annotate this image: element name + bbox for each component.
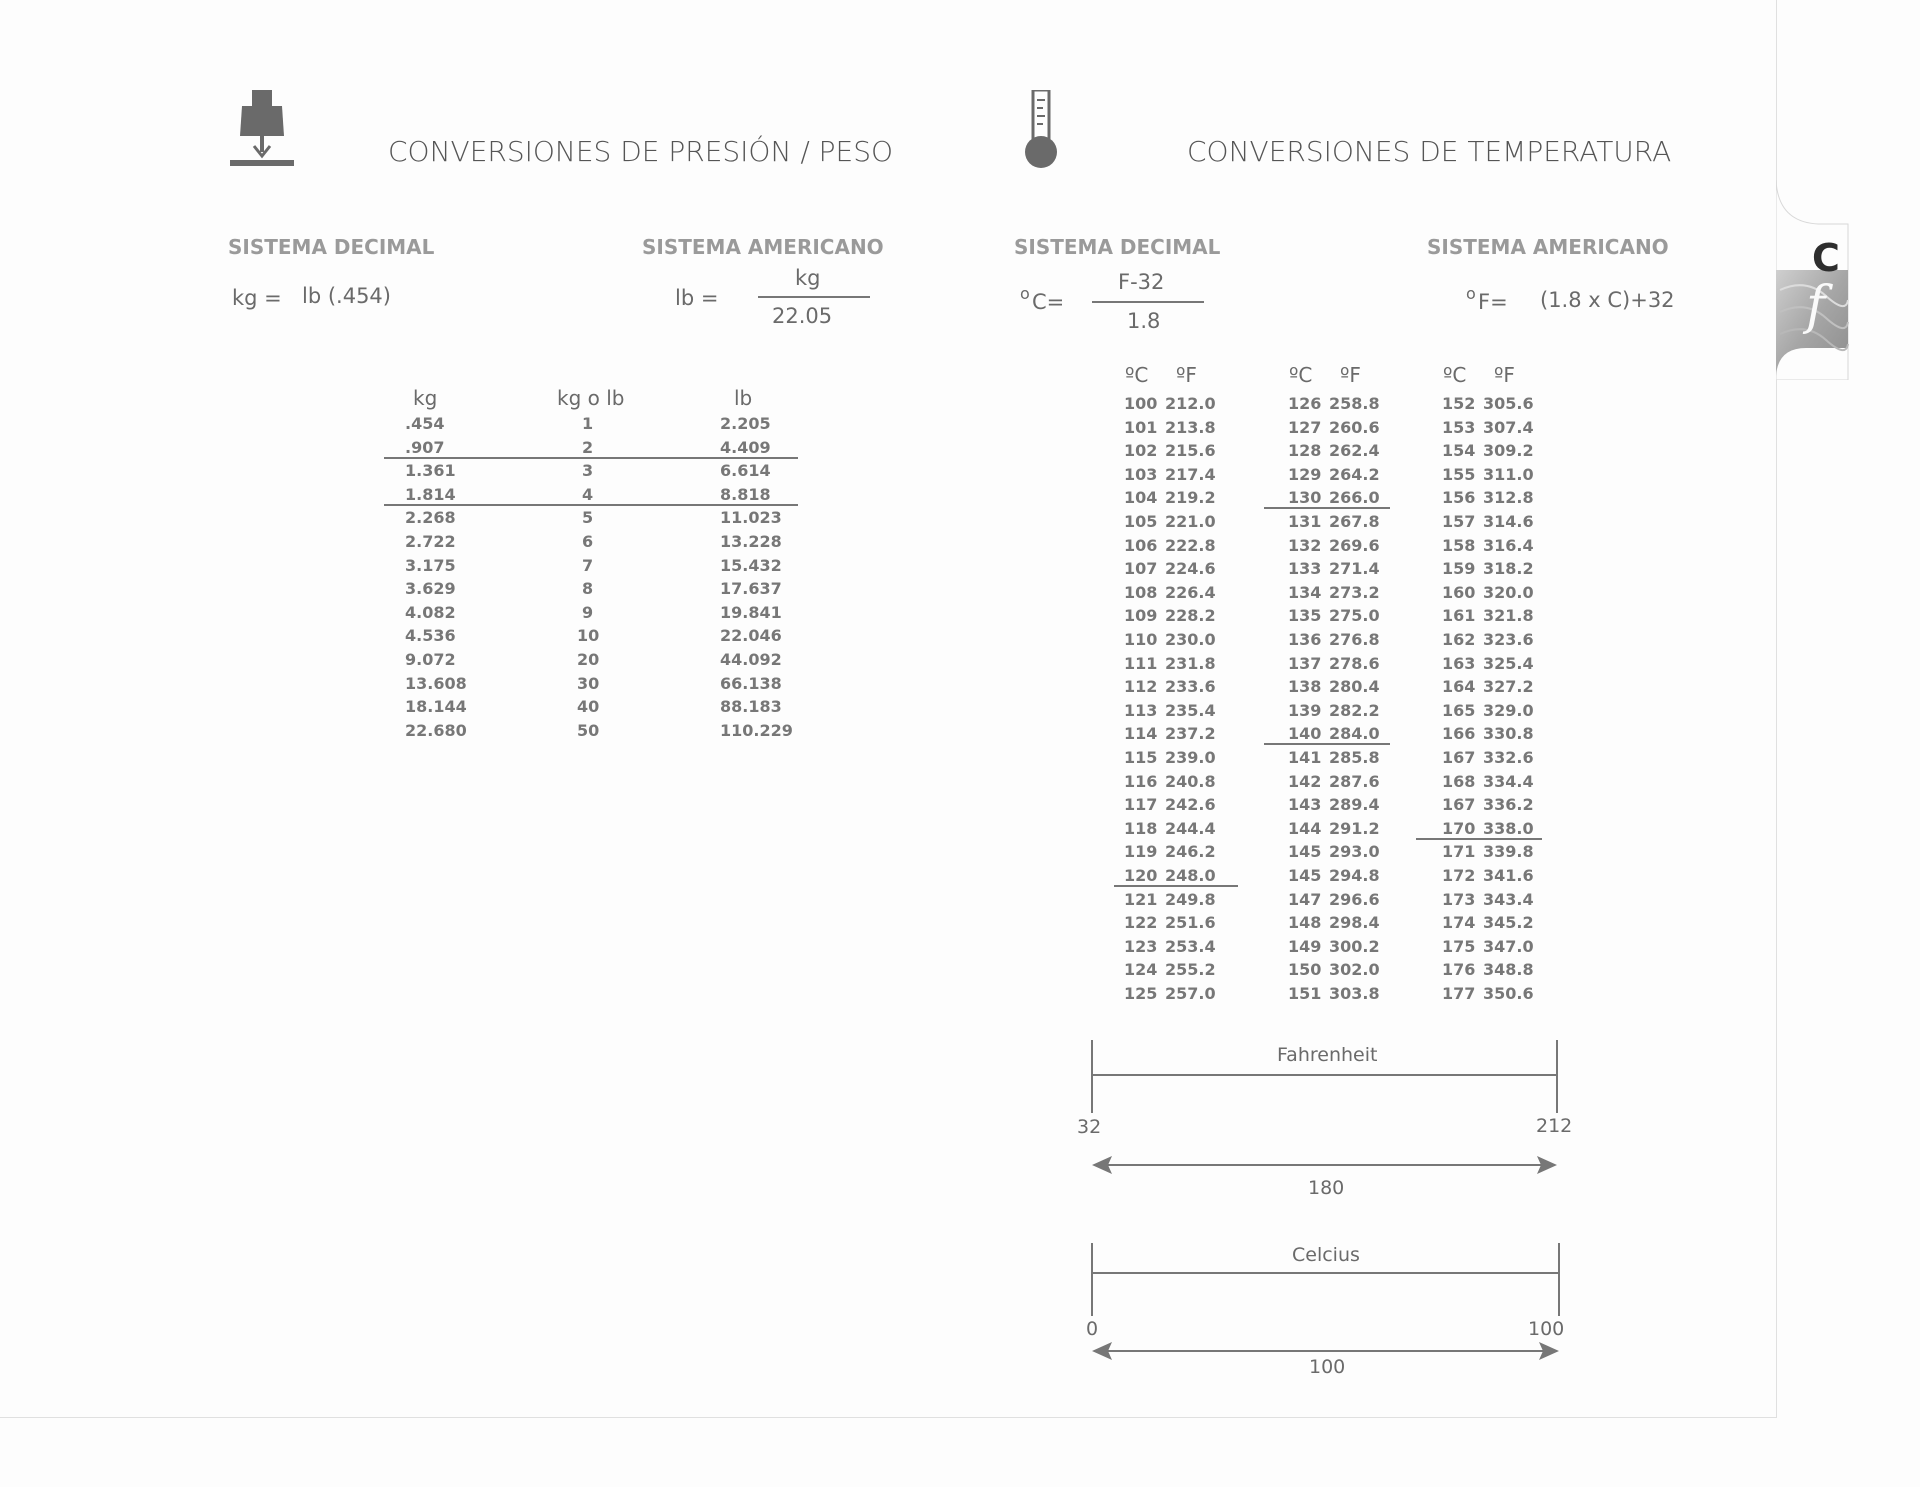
temp-fahrenheit-value: 329.0 bbox=[1483, 700, 1534, 720]
temp-celsius-value: 162 bbox=[1442, 630, 1476, 649]
temp-fahrenheit-value: 244.4 bbox=[1165, 818, 1216, 838]
temp-fahrenheit-value: 289.4 bbox=[1329, 795, 1380, 815]
pressure-decimal-label: SISTEMA DECIMAL bbox=[228, 235, 435, 259]
fahrenheit-scale-max: 212 bbox=[1536, 1115, 1573, 1137]
temp-celsius-value: 148 bbox=[1288, 913, 1322, 933]
temp-fahrenheit-value: 235.4 bbox=[1165, 700, 1216, 720]
temp-fahrenheit-value: 269.6 bbox=[1329, 535, 1380, 555]
weight-table-lb: 11.023 bbox=[720, 508, 782, 528]
temp-celsius-value: 122 bbox=[1124, 913, 1158, 933]
temp-fahrenheit-value: 303.8 bbox=[1329, 984, 1380, 1003]
fahrenheit-formula-lhs: F= bbox=[1478, 290, 1508, 314]
fahrenheit-formula-rhs: (1.8 x C)+32 bbox=[1540, 288, 1675, 312]
weight-table-kg: 1.814 bbox=[405, 484, 456, 504]
fahrenheit-formula-sup: o bbox=[1466, 284, 1476, 303]
temp-celsius-value: 172 bbox=[1442, 866, 1476, 885]
temp-fahrenheit-value: 339.8 bbox=[1483, 842, 1534, 862]
temp-fahrenheit-value: 348.8 bbox=[1483, 960, 1534, 980]
temp-fahrenheit-value: 332.6 bbox=[1483, 748, 1534, 767]
temp-celsius-value: 106 bbox=[1124, 535, 1158, 555]
temp-fahrenheit-value: 314.6 bbox=[1483, 512, 1534, 531]
temperature-decimal-label: SISTEMA DECIMAL bbox=[1014, 235, 1221, 259]
weight-table-unit: 6 bbox=[582, 532, 594, 551]
temp-celsius-value: 164 bbox=[1442, 677, 1476, 697]
temp-fahrenheit-value: 341.6 bbox=[1483, 866, 1534, 885]
weight-table-unit: 1 bbox=[582, 414, 594, 433]
tab-glyph: f bbox=[1806, 276, 1826, 336]
temp-fahrenheit-value: 334.4 bbox=[1483, 771, 1534, 791]
weight-table-lb: 2.205 bbox=[720, 414, 771, 433]
temp-fahrenheit-value: 240.8 bbox=[1165, 771, 1216, 791]
temp-fahrenheit-value: 294.8 bbox=[1329, 866, 1380, 885]
temp-fahrenheit-value: 230.0 bbox=[1165, 630, 1216, 649]
celsius-formula-fraction-bar bbox=[1092, 301, 1204, 303]
temp-fahrenheit-value: 318.2 bbox=[1483, 559, 1534, 579]
fahrenheit-scale-min: 32 bbox=[1077, 1116, 1102, 1138]
weight-table-kg: 9.072 bbox=[405, 650, 456, 669]
temp-celsius-value: 143 bbox=[1288, 795, 1322, 815]
weight-table-lb: 13.228 bbox=[720, 532, 782, 551]
temp-celsius-value: 141 bbox=[1288, 748, 1322, 767]
celsius-formula-num: F-32 bbox=[1118, 270, 1165, 294]
weight-table-lb: 19.841 bbox=[720, 602, 782, 622]
temp-fahrenheit-value: 249.8 bbox=[1165, 889, 1216, 909]
temp-celsius-value: 117 bbox=[1124, 795, 1158, 815]
temp-celsius-value: 128 bbox=[1288, 441, 1322, 461]
temp-fahrenheit-value: 217.4 bbox=[1165, 464, 1216, 484]
temp-celsius-value: 123 bbox=[1124, 936, 1158, 956]
temp-fahrenheit-value: 323.6 bbox=[1483, 630, 1534, 649]
temp-celsius-value: 108 bbox=[1124, 582, 1158, 602]
temp-celsius-value: 105 bbox=[1124, 512, 1158, 531]
temp-fahrenheit-value: 350.6 bbox=[1483, 984, 1534, 1003]
pressure-title: CONVERSIONES DE PRESIÓN / PESO bbox=[388, 135, 894, 168]
temp-fahrenheit-value: 320.0 bbox=[1483, 582, 1534, 602]
temp-celsius-value: 145 bbox=[1288, 866, 1322, 885]
temp-header-fahrenheit: ºF bbox=[1494, 363, 1515, 387]
temp-celsius-value: 175 bbox=[1442, 936, 1476, 956]
kg-formula-rhs: lb (.454) bbox=[302, 284, 391, 308]
temp-celsius-value: 147 bbox=[1288, 889, 1322, 909]
temp-celsius-value: 126 bbox=[1288, 394, 1322, 413]
temp-fahrenheit-value: 267.8 bbox=[1329, 512, 1380, 531]
weight-table-lb: 6.614 bbox=[720, 461, 771, 481]
kg-formula-lhs: kg = bbox=[232, 286, 282, 310]
temp-celsius-value: 157 bbox=[1442, 512, 1476, 531]
weight-table bbox=[380, 386, 800, 746]
temp-fahrenheit-value: 285.8 bbox=[1329, 748, 1380, 767]
weight-table-unit: 50 bbox=[577, 720, 600, 740]
temp-fahrenheit-value: 266.0 bbox=[1329, 488, 1380, 508]
weight-table-unit: 10 bbox=[577, 626, 600, 646]
lb-formula-lhs: lb = bbox=[675, 286, 719, 310]
temp-fahrenheit-value: 221.0 bbox=[1165, 512, 1216, 531]
temp-celsius-value: 173 bbox=[1442, 889, 1476, 909]
temp-celsius-value: 167 bbox=[1442, 748, 1476, 767]
temp-fahrenheit-value: 239.0 bbox=[1165, 748, 1216, 767]
temp-celsius-value: 160 bbox=[1442, 582, 1476, 602]
temp-celsius-value: 174 bbox=[1442, 913, 1476, 933]
temp-fahrenheit-value: 321.8 bbox=[1483, 606, 1534, 626]
temp-celsius-value: 137 bbox=[1288, 653, 1322, 673]
temp-celsius-value: 101 bbox=[1124, 417, 1158, 437]
temp-table-rule bbox=[1264, 507, 1390, 509]
temp-celsius-value: 138 bbox=[1288, 677, 1322, 697]
temp-fahrenheit-value: 330.8 bbox=[1483, 724, 1534, 744]
weight-table-unit: 9 bbox=[582, 602, 594, 622]
weight-table-lb: 15.432 bbox=[720, 555, 782, 575]
temp-celsius-value: 129 bbox=[1288, 464, 1322, 484]
weight-table-header: lb bbox=[734, 386, 753, 410]
temp-celsius-value: 109 bbox=[1124, 606, 1158, 626]
weight-table-lb: 44.092 bbox=[720, 650, 782, 669]
temp-celsius-value: 142 bbox=[1288, 771, 1322, 791]
temp-celsius-value: 154 bbox=[1442, 441, 1476, 461]
temp-fahrenheit-value: 242.6 bbox=[1165, 795, 1216, 815]
lb-formula-fraction-bar bbox=[758, 296, 870, 298]
temperature-title: CONVERSIONES DE TEMPERATURA bbox=[1187, 135, 1672, 168]
temp-table-rule bbox=[1114, 885, 1238, 887]
weight-table-unit: 20 bbox=[577, 650, 600, 669]
temp-celsius-value: 155 bbox=[1442, 464, 1476, 484]
temperature-table bbox=[1100, 360, 1580, 1003]
temp-celsius-value: 118 bbox=[1124, 818, 1158, 838]
temp-celsius-value: 140 bbox=[1288, 724, 1322, 744]
temp-celsius-value: 116 bbox=[1124, 771, 1158, 791]
weight-table-lb: 110.229 bbox=[720, 720, 793, 740]
temp-fahrenheit-value: 273.2 bbox=[1329, 582, 1380, 602]
temp-fahrenheit-value: 262.4 bbox=[1329, 441, 1380, 461]
temp-celsius-value: 111 bbox=[1124, 653, 1158, 673]
temp-celsius-value: 127 bbox=[1288, 417, 1322, 437]
temp-fahrenheit-value: 287.6 bbox=[1329, 771, 1380, 791]
weight-table-kg: 18.144 bbox=[405, 697, 467, 717]
temp-fahrenheit-value: 347.0 bbox=[1483, 936, 1534, 956]
temp-celsius-value: 133 bbox=[1288, 559, 1322, 579]
weight-table-kg: 4.536 bbox=[405, 626, 456, 646]
temp-fahrenheit-value: 298.4 bbox=[1329, 913, 1380, 933]
temp-table-rule bbox=[1264, 743, 1390, 745]
fahrenheit-scale bbox=[1070, 1035, 1590, 1199]
temp-fahrenheit-value: 251.6 bbox=[1165, 913, 1216, 933]
temp-header-fahrenheit: ºF bbox=[1176, 363, 1197, 387]
temp-celsius-value: 135 bbox=[1288, 606, 1322, 626]
temp-fahrenheit-value: 222.8 bbox=[1165, 535, 1216, 555]
temp-fahrenheit-value: 336.2 bbox=[1483, 795, 1534, 815]
temp-celsius-value: 170 bbox=[1442, 818, 1476, 838]
temp-celsius-value: 156 bbox=[1442, 488, 1476, 508]
temp-celsius-value: 124 bbox=[1124, 960, 1158, 980]
celsius-scale bbox=[1070, 1238, 1590, 1388]
temp-celsius-value: 102 bbox=[1124, 441, 1158, 461]
temp-celsius-value: 103 bbox=[1124, 464, 1158, 484]
temp-celsius-value: 100 bbox=[1124, 394, 1158, 413]
temp-celsius-value: 171 bbox=[1442, 842, 1476, 862]
temp-fahrenheit-value: 300.2 bbox=[1329, 936, 1380, 956]
temp-fahrenheit-value: 309.2 bbox=[1483, 441, 1534, 461]
temp-fahrenheit-value: 293.0 bbox=[1329, 842, 1380, 862]
temp-header-fahrenheit: ºF bbox=[1340, 363, 1361, 387]
celsius-scale-span: 100 bbox=[1309, 1356, 1346, 1378]
temp-celsius-value: 115 bbox=[1124, 748, 1158, 767]
weight-table-unit: 5 bbox=[582, 508, 594, 528]
weight-table-kg: 22.680 bbox=[405, 720, 467, 740]
weight-table-header: kg bbox=[413, 386, 438, 410]
weight-table-lb: 88.183 bbox=[720, 697, 782, 717]
weight-table-kg: .907 bbox=[405, 437, 445, 457]
temp-celsius-value: 136 bbox=[1288, 630, 1322, 649]
temp-celsius-value: 151 bbox=[1288, 984, 1322, 1003]
temp-celsius-value: 167 bbox=[1442, 795, 1476, 815]
temp-celsius-value: 121 bbox=[1124, 889, 1158, 909]
temp-celsius-value: 139 bbox=[1288, 700, 1322, 720]
temp-celsius-value: 110 bbox=[1124, 630, 1158, 649]
temp-fahrenheit-value: 325.4 bbox=[1483, 653, 1534, 673]
celsius-scale-max: 100 bbox=[1528, 1318, 1565, 1340]
celsius-scale-min: 0 bbox=[1086, 1318, 1099, 1340]
temp-fahrenheit-value: 311.0 bbox=[1483, 464, 1534, 484]
temp-fahrenheit-value: 312.8 bbox=[1483, 488, 1534, 508]
temp-fahrenheit-value: 213.8 bbox=[1165, 417, 1216, 437]
weight-table-kg: 1.361 bbox=[405, 461, 456, 481]
weight-table-kg: 4.082 bbox=[405, 602, 456, 622]
fahrenheit-scale-span: 180 bbox=[1308, 1177, 1345, 1199]
temp-header-celsius: ºC bbox=[1289, 363, 1313, 387]
weight-table-rule bbox=[384, 504, 798, 506]
temp-celsius-value: 161 bbox=[1442, 606, 1476, 626]
celsius-formula-lhs: C= bbox=[1032, 290, 1065, 314]
weight-table-rule bbox=[384, 457, 798, 459]
temp-fahrenheit-value: 327.2 bbox=[1483, 677, 1534, 697]
page-edge-bottom bbox=[0, 1417, 1776, 1418]
weight-table-kg: 2.722 bbox=[405, 532, 456, 551]
temp-fahrenheit-value: 276.8 bbox=[1329, 630, 1380, 649]
fahrenheit-scale-label: Fahrenheit bbox=[1277, 1044, 1378, 1066]
temp-celsius-value: 168 bbox=[1442, 771, 1476, 791]
temp-celsius-value: 163 bbox=[1442, 653, 1476, 673]
temp-celsius-value: 149 bbox=[1288, 936, 1322, 956]
temp-celsius-value: 112 bbox=[1124, 677, 1158, 697]
tab-letter: C bbox=[1812, 236, 1840, 280]
temp-fahrenheit-value: 237.2 bbox=[1165, 724, 1216, 744]
section-tab-shape bbox=[1776, 0, 1920, 380]
weight-table-lb: 8.818 bbox=[720, 484, 771, 504]
weight-table-unit: 7 bbox=[582, 555, 594, 575]
temp-celsius-value: 114 bbox=[1124, 724, 1158, 744]
temp-fahrenheit-value: 224.6 bbox=[1165, 559, 1216, 579]
temp-celsius-value: 159 bbox=[1442, 559, 1476, 579]
temp-celsius-value: 125 bbox=[1124, 984, 1158, 1003]
temp-celsius-value: 113 bbox=[1124, 700, 1158, 720]
temp-fahrenheit-value: 296.6 bbox=[1329, 889, 1380, 909]
weight-table-unit: 40 bbox=[577, 697, 600, 717]
weight-table-unit: 4 bbox=[582, 484, 594, 504]
temp-fahrenheit-value: 275.0 bbox=[1329, 606, 1380, 626]
temp-fahrenheit-value: 307.4 bbox=[1483, 417, 1534, 437]
section-tab[interactable] bbox=[1776, 0, 1920, 380]
temp-celsius-value: 132 bbox=[1288, 535, 1322, 555]
temp-celsius-value: 131 bbox=[1288, 512, 1322, 531]
temp-fahrenheit-value: 260.6 bbox=[1329, 417, 1380, 437]
temp-fahrenheit-value: 226.4 bbox=[1165, 582, 1216, 602]
weight-table-unit: 3 bbox=[582, 461, 594, 481]
temp-fahrenheit-value: 215.6 bbox=[1165, 441, 1216, 461]
temp-celsius-value: 150 bbox=[1288, 960, 1322, 980]
temp-fahrenheit-value: 255.2 bbox=[1165, 960, 1216, 980]
temp-fahrenheit-value: 246.2 bbox=[1165, 842, 1216, 862]
weight-table-unit: 30 bbox=[577, 673, 600, 693]
temp-fahrenheit-value: 343.4 bbox=[1483, 889, 1534, 909]
temp-celsius-value: 145 bbox=[1288, 842, 1322, 862]
lb-formula-num: kg bbox=[795, 266, 821, 290]
temperature-american-label: SISTEMA AMERICANO bbox=[1427, 235, 1669, 259]
temp-celsius-value: 144 bbox=[1288, 818, 1322, 838]
temp-fahrenheit-value: 212.0 bbox=[1165, 394, 1216, 413]
temp-celsius-value: 119 bbox=[1124, 842, 1158, 862]
weight-table-unit: 8 bbox=[582, 579, 594, 599]
lb-formula-den: 22.05 bbox=[772, 304, 833, 328]
temp-fahrenheit-value: 345.2 bbox=[1483, 913, 1534, 933]
temp-fahrenheit-value: 280.4 bbox=[1329, 677, 1380, 697]
weight-table-kg: 3.629 bbox=[405, 579, 456, 599]
temp-celsius-value: 120 bbox=[1124, 866, 1158, 885]
temp-fahrenheit-value: 284.0 bbox=[1329, 724, 1380, 744]
weight-table-kg: 13.608 bbox=[405, 673, 467, 693]
temp-fahrenheit-value: 271.4 bbox=[1329, 559, 1380, 579]
temp-fahrenheit-value: 258.8 bbox=[1329, 394, 1380, 413]
temp-fahrenheit-value: 302.0 bbox=[1329, 960, 1380, 980]
weight-table-unit: 2 bbox=[582, 437, 594, 457]
weight-table-lb: 22.046 bbox=[720, 626, 782, 646]
temp-fahrenheit-value: 282.2 bbox=[1329, 700, 1380, 720]
temp-fahrenheit-value: 316.4 bbox=[1483, 535, 1534, 555]
temp-fahrenheit-value: 291.2 bbox=[1329, 818, 1380, 838]
temp-celsius-value: 134 bbox=[1288, 582, 1322, 602]
temp-fahrenheit-value: 305.6 bbox=[1483, 394, 1534, 413]
temp-fahrenheit-value: 248.0 bbox=[1165, 866, 1216, 885]
temp-fahrenheit-value: 278.6 bbox=[1329, 653, 1380, 673]
temp-fahrenheit-value: 338.0 bbox=[1483, 818, 1534, 838]
weight-gauge-icon bbox=[230, 90, 294, 170]
temp-celsius-value: 166 bbox=[1442, 724, 1476, 744]
temp-header-celsius: ºC bbox=[1443, 363, 1467, 387]
temp-celsius-value: 176 bbox=[1442, 960, 1476, 980]
weight-table-kg: 3.175 bbox=[405, 555, 456, 575]
temp-table-rule bbox=[1416, 838, 1542, 840]
weight-table-lb: 66.138 bbox=[720, 673, 782, 693]
celsius-formula-den: 1.8 bbox=[1127, 309, 1161, 333]
thermometer-icon bbox=[1024, 90, 1058, 172]
temp-celsius-value: 165 bbox=[1442, 700, 1476, 720]
weight-table-kg: .454 bbox=[405, 414, 445, 433]
temp-fahrenheit-value: 253.4 bbox=[1165, 936, 1216, 956]
temp-celsius-value: 104 bbox=[1124, 488, 1158, 508]
weight-table-header: kg o lb bbox=[557, 386, 625, 410]
temp-celsius-value: 177 bbox=[1442, 984, 1476, 1003]
weight-table-lb: 17.637 bbox=[720, 579, 782, 599]
temp-fahrenheit-value: 264.2 bbox=[1329, 464, 1380, 484]
temp-celsius-value: 130 bbox=[1288, 488, 1322, 508]
pressure-american-label: SISTEMA AMERICANO bbox=[642, 235, 884, 259]
temp-fahrenheit-value: 257.0 bbox=[1165, 984, 1216, 1003]
celsius-formula-sup: o bbox=[1020, 284, 1030, 303]
temp-celsius-value: 152 bbox=[1442, 394, 1476, 413]
temp-fahrenheit-value: 219.2 bbox=[1165, 488, 1216, 508]
temp-fahrenheit-value: 233.6 bbox=[1165, 677, 1216, 697]
weight-table-kg: 2.268 bbox=[405, 508, 456, 528]
temp-fahrenheit-value: 231.8 bbox=[1165, 653, 1216, 673]
temp-celsius-value: 158 bbox=[1442, 535, 1476, 555]
temp-celsius-value: 107 bbox=[1124, 559, 1158, 579]
weight-table-lb: 4.409 bbox=[720, 437, 771, 457]
temp-celsius-value: 153 bbox=[1442, 417, 1476, 437]
temp-fahrenheit-value: 228.2 bbox=[1165, 606, 1216, 626]
celsius-scale-label: Celcius bbox=[1292, 1244, 1360, 1266]
temp-header-celsius: ºC bbox=[1125, 363, 1149, 387]
